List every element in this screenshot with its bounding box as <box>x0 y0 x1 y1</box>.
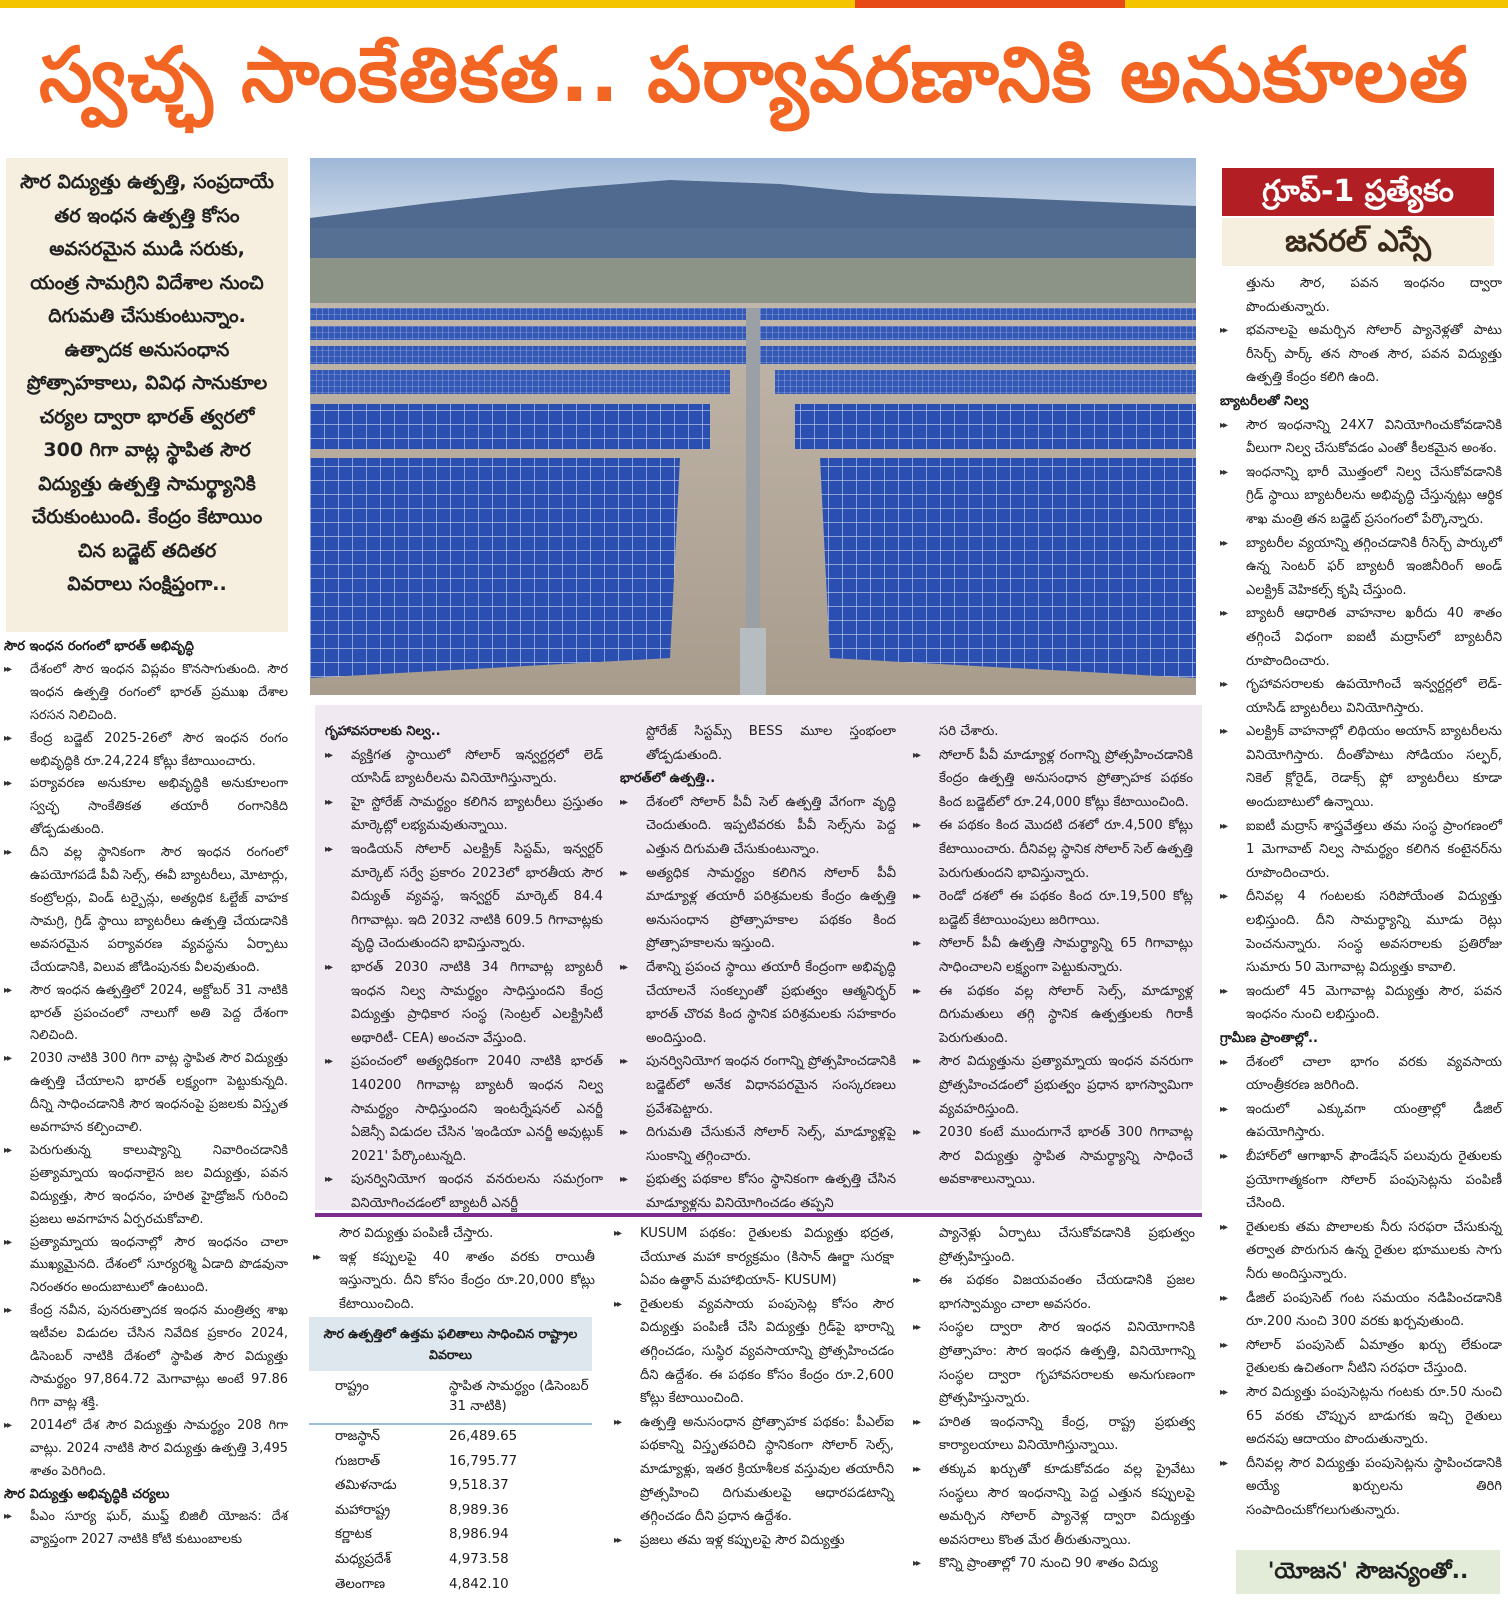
table-row <box>309 1425 592 1450</box>
page-headline: స్వచ్ఛ సాంకేతికత.. పర్యావరణానికి అనుకూలత <box>39 30 1469 119</box>
bullet-list <box>313 1246 595 1317</box>
intro-line: ఉత్పాదక అనుసంధాన <box>64 338 230 361</box>
box-column-2 <box>620 720 896 1215</box>
table-row <box>309 1548 592 1573</box>
solar-farm-illustration <box>310 158 1196 695</box>
list-item: ▸▸ భవనాలపై అమర్చిన సోలార్ ప్యానెళ్లతో పాటు రీసెర్చ్ పార్క్ తన సొంత సౌర, పవన విద్యుత్తు ఉత్పత్తి కేంద్రం కలిగి ఉంది. <box>1220 319 1502 390</box>
section-heading: బ్యాటరీలతో నిల్వ <box>1220 393 1309 409</box>
intro-line: దిగుమతి చేసుకుంటున్నాం. <box>48 305 246 327</box>
right-column <box>1220 272 1502 1522</box>
state-cell: మధ్యప్రదేశ్ <box>335 1551 391 1567</box>
capacity-cell: 9,518.37 <box>449 1478 509 1494</box>
capacity-cell: 4,973.58 <box>449 1551 509 1567</box>
capacity-cell: 16,795.77 <box>449 1453 518 1469</box>
list-item: ▸▸ హరిత ఇంధనాన్ని కేంద్ర, రాష్ట్ర ప్రభుత్వ కార్యాలయాలు వినియోగిస్తున్నాయి. <box>913 1411 1195 1458</box>
intro-line: 300 గిగా వాట్ల స్థాపిత సౌర <box>43 439 251 461</box>
list-item: ▸▸ భారత్ 2030 నాటికి 34 గిగావాట్ల బ్యాటరీ ఇంధన నిల్వ సామర్థ్యం సాధిస్తుందని కేంద్ర విద్యుత్తు ప్రాధికార సంస్థ (సెంట్రల్ ఎలక్ట్రిసిటీ అథారిటీ- CEA) అంచనా వేస్తుంది. <box>325 956 603 1050</box>
list-item: ▸▸ దీనివల్ల 4 గంటలకు సరిపోయేంత విద్యుత్తు లభిస్తుంది. దీని సామర్థ్యాన్ని మూడు రెట్లు పెంచనున్నారు. సంస్థ అవసరాలకు ప్రతిరోజు సుమారు 50 మెగావాట్ల విద్యుత్తు కావాలి. <box>1220 885 1502 979</box>
state-cell: గుజరాత్ <box>335 1453 381 1469</box>
intro-line: ప్రోత్సాహకాలు, వివిధ సానుకూల <box>26 372 268 394</box>
state-cell: మహారాష్ట్ర <box>335 1502 391 1518</box>
intro-line: అవసరమైన ముడి సరుకు, <box>49 238 245 260</box>
intro-line: సౌర విద్యుత్తు ఉత్పత్తి, సంప్రదాయే <box>20 171 274 193</box>
list-item: ▸▸ హై స్టోరేజ్ సామర్థ్యం కలిగిన బ్యాటరీలు ప్రస్తుతం మార్కెట్లో లభ్యమవుతున్నాయి. <box>325 791 603 838</box>
bottom-column-3 <box>614 1222 894 1552</box>
list-item: ▸▸ సోలార్ పంపుసెట్ ఏమాత్రం ఖర్చు లేకుండా రైతులకు ఉచితంగా నీటిని సరఫరా చేస్తుంది. <box>1220 1334 1502 1381</box>
list-item: ▸▸ ఉత్పత్తి అనుసంధాన ప్రోత్సాహక పథకం: పీఎల్ఐ పథకాన్ని విస్తృతపరిచి స్థానికంగా సోలార్ సెల్స్, మాడ్యూళ్లు, ఇతర క్రియాశీలక వస్తువుల తయారీని ప్రోత్సహించి దిగుమతులపై ఆధారపడటాన్ని తగ్గించడం దీని ప్రధాన ఉద్దేశం. <box>614 1411 894 1529</box>
list-item: ▸▸ ఇంధనాన్ని భారీ మొత్తంలో నిల్వ చేసుకోవడానికి గ్రిడ్ స్థాయి బ్యాటరీలను అభివృద్ధి చేస్తున్నట్లు ఆర్థిక శాఖ మంత్రి తన బడ్జెట్ ప్రసంగంలో పేర్కొన్నారు. <box>1220 461 1502 532</box>
list-item: ▸▸ అత్యధిక సామర్థ్యం కలిగిన సోలార్ పీవీ మాడ్యూళ్ల తయారీ పరిశ్రమలకు కేంద్రం ఉత్పత్తి అనుసంధాన ప్రోత్సాహకాల పథకం కింద ప్రోత్సాహకాలను ఇస్తుంది. <box>620 862 896 956</box>
list-item: ▸▸ దిగుమతి చేసుకునే సోలార్ సెల్స్, మాడ్యూళ్లపై సుంకాన్ని తగ్గించారు. <box>620 1121 896 1168</box>
list-item: ▸▸ వ్యక్తిగత స్థాయిలో సోలార్ ఇన్వర్టర్లలో లెడ్ యాసిడ్ బ్యాటరీలను వినియోగిస్తున్నారు. <box>325 744 603 791</box>
list-item: ▸▸ రైతులకు వ్యవసాయ పంపుసెట్ల కోసం సౌర విద్యుత్తు పంపిణీ చేసి విద్యుత్తు గ్రిడ్‌పై భారాన్ని తగ్గించడం, సుస్థిర వ్యవసాయాన్ని ప్రోత్సహించడం దీని ఉద్దేశం. ఈ పథకం కోసం కేంద్రం రూ.2,600 కోట్లు కేటాయించింది. <box>614 1293 894 1411</box>
section-heading: గ్రామీణ ప్రాంతాల్లో.. <box>1220 1031 1318 1046</box>
bullet-list <box>1220 1051 1502 1523</box>
intro-line: తర ఇంధన ఉత్పత్తి కోసం <box>54 204 240 227</box>
list-item: ▸▸ పునర్వినియోగ ఇంధన రంగాన్ని ప్రోత్సహించడానికి బడ్జెట్‌లో అనేక విధానపరమైన సంస్కరణలు ప్రవేశపెట్టారు. <box>620 1050 896 1121</box>
capacity-cell: 8,989.36 <box>449 1502 509 1518</box>
list-item: ▸▸ సౌర ఇంధనాన్ని 24X7 వినియోగించుకోవడానికి వీలుగా నిల్వ చేసుకోవడం ఎంతో కీలకమైన అంశం. <box>1220 414 1502 461</box>
list-item: ▸▸ బీహార్‌లో ఆగాఖాన్ ఫౌండేషన్ పలువురు రైతులకు ప్రయోగాత్మకంగా సోలార్ పంపుసెట్లను పంపిణీ చేసింది. <box>1220 1145 1502 1216</box>
list-item: ▸▸ 2030 నాటికి 300 గిగా వాట్ల స్థాపిత సౌర విద్యుత్తు ఉత్పత్తి చేయాలని భారత్ లక్ష్యంగా పెట్టుకున్నది. దీన్ని సాధించడానికి సౌర ఇంధనంపై ప్రజలకు విస్తృత అవగాహన కల్పించాలి. <box>4 1048 288 1140</box>
list-item: ▸▸ సంస్థల ద్వారా సౌర ఇంధన వినియోగానికి ప్రోత్సాహం: సౌర ఇంధన ఉత్పత్తి, వినియోగాన్ని సంస్థల ద్వారా గృహావసరాలకు అనుగుణంగా ప్రోత్సహిస్తున్నారు. <box>913 1316 1195 1410</box>
intro-line: విద్యుత్తు ఉత్పత్తి సామర్థ్యానికి <box>38 472 256 495</box>
table-row <box>309 1523 592 1548</box>
bottom-column-2 <box>313 1222 595 1316</box>
list-item: ▸▸ ఐఐటీ మద్రాస్ శాస్త్రవేత్తలు తమ సంస్థ ప్రాంగణంలో 1 మెగావాట్ నిల్వ సామర్థ్యం కలిగిన కంటైనర్‌ను రూపొందించారు. <box>1220 815 1502 886</box>
list-item: ▸▸ 2014లో దేశ సౌర విద్యుత్తు సామర్థ్యం 208 గిగా వాట్లు. 2024 నాటికి సౌర విద్యుత్తు ఉత్పత్తి 3,495 శాతం పెరిగింది. <box>4 1415 288 1484</box>
state-capacity-table <box>309 1317 592 1597</box>
list-item: ▸▸ గృహావసరాలకు ఉపయోగించే ఇన్వర్టర్లలో లెడ్-యాసిడ్ బ్యాటరీలు వినియోగిస్తారు. <box>1220 673 1502 720</box>
bottom-column-4 <box>913 1222 1195 1576</box>
table-caption: సౌర ఉత్పత్తిలో ఉత్తమ ఫలితాలు సాధించిన రాష్ట్రాల వివరాలు <box>309 1317 592 1371</box>
list-item: ▸▸ ప్రభుత్వ పథకాల కోసం స్థానికంగా ఉత్పత్తి చేసిన మాడ్యూళ్లను వినియోగించడం తప్పని <box>620 1168 896 1215</box>
continued-text: సౌర విద్యుత్తు పంపిణీ చేస్తారు. <box>339 1226 494 1241</box>
list-item: ▸▸ దేశంలో సౌర ఇంధన విప్లవం కొనసాగుతుంది. సౌర ఇంధన ఉత్పత్తి రంగంలో భారత్ ప్రముఖ దేశాల సరసన నిలిచింది. <box>4 659 288 728</box>
list-item: ▸▸ పర్యావరణ అనుకూల అభివృద్ధికి అనుకూలంగా స్వచ్ఛ సాంకేతికత తయారీ రంగానికిది తోడ్పడుతుంది. <box>4 773 288 842</box>
bullet-list <box>4 659 288 1484</box>
table-header <box>309 1371 592 1425</box>
series-tag: గ్రూప్-1 ప్రత్యేకం <box>1222 168 1494 216</box>
capacity-cell: 8,986.94 <box>449 1527 509 1543</box>
list-item: ▸▸ రైతులకు తమ పొలాలకు నీరు సరఫరా చేసుకున్న తర్వాత పొరుగున ఉన్న రైతుల భూములకు సాగు నీరు అందిస్తున్నారు. <box>1220 1216 1502 1287</box>
list-item: ▸▸ KUSUM పథకం: రైతులకు విద్యుత్తు భద్రత, చేయూత మహా కార్యక్రమం (కిసాన్ ఊర్జా సురక్షా ఏవం ఉత్థాన్ మహాభియాన్- KUSUM) <box>614 1222 894 1293</box>
continued-text: త్తును సౌర, పవన ఇంధనం ద్వారా పొందుతున్నారు. <box>1246 276 1502 315</box>
list-item: ▸▸ డీజిల్ పంపుసెట్ గంట సమయం నడిపించడానికి రూ.200 నుంచి 300 వరకు ఖర్చవుతుంది. <box>1220 1287 1502 1334</box>
top-accent-bar <box>0 0 1508 8</box>
list-item: ▸▸ సౌర ఇంధన ఉత్పత్తిలో 2024, అక్టోబర్ 31 నాటికి భారత్ ప్రపంచంలో నాలుగో అతి పెద్ద దేశంగా నిలిచింది. <box>4 980 288 1049</box>
continued-text: స్టోరేజ్ సిస్టమ్స్ BESS మూల స్తంభంలా తోడ్పడుతుంది. <box>646 724 896 763</box>
list-item: ▸▸ సోలార్ పీవీ మాడ్యూళ్ల రంగాన్ని ప్రోత్సహించడానికి కేంద్రం ఉత్పత్తి అనుసంధాన ప్రోత్సాహక పథకం కింద బడ్జెట్‌లో రూ.24,000 కోట్లు కేటాయించింది. <box>913 744 1193 815</box>
intro-line: చేరుకుంటుంది. కేంద్రం కేటాయిం <box>31 506 263 528</box>
solar-farm-photo <box>310 158 1196 695</box>
top-accent-red <box>855 0 1125 8</box>
list-item: ▸▸ బ్యాటరీ ఆధారిత వాహనాల ఖరీదు 40 శాతం తగ్గించే విధంగా ఐఐటీ మద్రాస్‌లో బ్యాటరీని రూపొందించారు. <box>1220 602 1502 673</box>
section-divider <box>315 1213 1202 1217</box>
state-cell: తమిళనాడు <box>335 1478 397 1494</box>
section-heading: గృహావసరాలకు నిల్వ.. <box>325 724 441 739</box>
table-row <box>309 1573 592 1598</box>
bullet-list <box>1220 414 1502 1027</box>
intro-line: చర్యల ద్వారా భారత్ త్వరలో <box>39 405 255 428</box>
list-item: ▸▸ ఇళ్ల కప్పులపై 40 శాతం వరకు రాయితీ ఇస్తున్నారు. దీని కోసం కేంద్రం రూ.20,000 కోట్లు కేటాయించింది. <box>313 1246 595 1317</box>
intro-box <box>6 158 288 632</box>
list-item: ▸▸ కేంద్ర బడ్జెట్ 2025-26లో సౌర ఇంధన రంగం అభివృద్ధికి రూ.24,224 కోట్లు కేటాయించారు. <box>4 728 288 774</box>
list-item: ▸▸ ఇందులో 45 మెగావాట్ల విద్యుత్తు సౌర, పవన ఇంధనం నుంచి లభిస్తుంది. <box>1220 980 1502 1027</box>
box-column-1 <box>325 720 603 1215</box>
list-item: ▸▸ కొన్ని ప్రాంతాల్లో 70 నుంచి 90 శాతం విద్యు <box>913 1552 1195 1576</box>
section-heading: సౌర ఇంధన రంగంలో భారత్ అభివృద్ధి <box>4 639 194 654</box>
table-row <box>309 1474 592 1499</box>
bullet-list <box>913 744 1193 1192</box>
series-subject: జనరల్ ఎస్సే <box>1222 218 1494 266</box>
list-item: ▸▸ ప్రపంచంలో అత్యధికంగా 2040 నాటికి భారత్ 140200 గిగావాట్ల బ్యాటరీ ఇంధన నిల్వ సామర్థ్యం సాధిస్తుందని ఇంటర్నేషనల్ ఎనర్జీ ఏజెన్సీ విడుదల చేసిన 'ఇండియా ఎనర్జీ అవుట్లుక్ 2021' పేర్కొంటున్నది. <box>325 1050 603 1168</box>
list-item: ▸▸ ఈ పథకం కింద మొదటి దశలో రూ.4,500 కోట్లు కేటాయించారు. దీనివల్ల స్థానిక సోలార్ సెల్ ఉత్పత్తి పెరుగుతుందని భావిస్తున్నారు. <box>913 814 1193 885</box>
continued-text: సరి చేశారు. <box>939 724 999 739</box>
list-item: ▸▸ దీనివల్ల సౌర విద్యుత్తు పంపుసెట్లను స్థాపించడానికి అయ్యే ఖర్చులను తిరిగి సంపాదించుకోగలుగుతున్నారు. <box>1220 1452 1502 1523</box>
list-item: ▸▸ బ్యాటరీల వ్యయాన్ని తగ్గించడానికి రీసెర్చ్ పార్కులో ఉన్న సెంటర్ ఫర్ బ్యాటరీ ఇంజినీరింగ్ అండ్ ఎలక్ట్రిక్ వెహికల్స్ కృషి చేస్తుంది. <box>1220 532 1502 603</box>
list-item: ▸▸ దీని వల్ల స్థానికంగా సౌర ఇంధన రంగంలో ఉపయోగపడే పీవీ సెల్స్, ఈవీ బ్యాటరీలు, మోటార్లు, కంట్రోలర్లు, విండ్ టర్బైన్లు, అత్యధిక ఓల్టేజ్ వాహక సామగ్రి, గ్రిడ్ స్థాయి బ్యాటరీలు ఉత్పత్తి చేయడానికి అవసరమైన పర్యావరణ వ్యవస్థను ఏర్పాటు చేయడానికి, విలువ జోడింపునకు వీలవుతుంది. <box>4 842 288 979</box>
bullet-list <box>325 744 603 1216</box>
list-item: ▸▸ పీఎం సూర్య ఘర్, ముఫ్త్ బిజిలీ యోజన: దేశ వ్యాప్తంగా 2027 నాటికి కోటి కుటుంబాలకు <box>4 1506 288 1552</box>
box-column-3 <box>913 720 1193 1192</box>
state-cell: కర్ణాటక <box>335 1527 372 1543</box>
list-item: ▸▸ రెండో దశలో ఈ పథకం కింద రూ.19,500 కోట్ల బడ్జెట్ కేటాయింపులు జరిగాయి. <box>913 885 1193 932</box>
list-item: ▸▸ ప్రజలు తమ ఇళ్ల కప్పులపై సౌర విద్యుత్తు <box>614 1529 894 1553</box>
bullet-list <box>620 791 896 1216</box>
left-column <box>4 636 288 1552</box>
list-item: ▸▸ సోలార్ పీవీ ఉత్పత్తి సామర్థ్యాన్ని 65 గిగావాట్లు సాధించాలని లక్ష్యంగా పెట్టుకున్నారు. <box>913 932 1193 979</box>
source-credit: 'యోజన' సౌజన్యంతో.. <box>1236 1550 1500 1594</box>
intro-line: చిన బడ్జెట్ తదితర <box>77 539 217 562</box>
list-item: ▸▸ ఈ పథకం వల్ల సోలార్ సెల్స్, మాడ్యూళ్ల దిగుమతులు తగ్గి స్థానిక ఉత్పత్తులకు గిరాకీ పెరుగుతుంది. <box>913 980 1193 1051</box>
list-item: ▸▸ సౌర విద్యుత్తును ప్రత్యామ్నాయ ఇంధన వనరుగా ప్రోత్సహించడంలో ప్రభుత్వం ప్రధాన భాగస్వామిగా వ్యవహరిస్తుంది. <box>913 1050 1193 1121</box>
bullet-list <box>4 1506 288 1552</box>
section-heading: భారత్‌లో ఉత్పత్తి.. <box>620 771 716 787</box>
capacity-cell: 26,489.65 <box>449 1429 518 1444</box>
list-item: ▸▸ ఈ పథకం విజయవంతం చేయడానికి ప్రజల భాగస్వామ్యం చాలా అవసరం. <box>913 1269 1195 1316</box>
list-item: ▸▸ 2030 కంటే ముందుగానే భారత్ 300 గిగావాట్ల సౌర విద్యుత్తు స్థాపిత సామర్థ్యాన్ని సాధించే అవకాశాలున్నాయి. <box>913 1121 1193 1192</box>
list-item: ▸▸ దేశంలో చాలా భాగం వరకు వ్యవసాయ యాంత్రీకరణ జరిగింది. <box>1220 1051 1502 1098</box>
list-item: ▸▸ సౌర విద్యుత్తు పంపుసెట్లను గంటకు రూ.50 నుంచి 65 వరకు చొప్పున బాడుగకు ఇచ్చి రైతులు అదనపు ఆదాయం పొందుతున్నారు. <box>1220 1381 1502 1452</box>
list-item: ▸▸ కేంద్ర నవీన, పునరుత్పాదక ఇంధన మంత్రిత్వ శాఖ ఇటీవల విడుదల చేసిన నివేదిక ప్రకారం 2024, డిసెంబర్ నాటికి దేశంలో స్థాపిత సౌర విద్యుత్తు సామర్థ్యం 97,864.72 మెగావాట్లు అంటే 97.86 గిగా వాట్ల శక్తి. <box>4 1300 288 1415</box>
intro-line: యంత్ర సామగ్రిని విదేశాల నుంచి <box>30 271 264 294</box>
list-item: ▸▸ తక్కువ ఖర్చుతో కూడుకోవడం వల్ల ప్రైవేటు సంస్థలు సౌర ఇంధనాన్ని పెద్ద ఎత్తున కప్పులపై అమర్చిన సోలార్ ప్యానెళ్ల ద్వారా విద్యుత్తు అవసరాలు కొంత మేర తీరుతున్నాయి. <box>913 1458 1195 1552</box>
continued-text: ప్యానెళ్లు ఏర్పాటు చేసుకోవడానికి ప్రభుత్వం ప్రోత్సహిస్తుంది. <box>939 1226 1195 1265</box>
intro-line: వివరాలు సంక్షిప్తంగా.. <box>67 573 227 595</box>
state-cell: తెలంగాణ <box>335 1576 386 1592</box>
list-item: ▸▸ ఎలక్ట్రిక్ వాహనాల్లో లిథియం అయాన్ బ్యాటరీలను వినియోగిస్తారు. దీంతోపాటు సోడియం సల్ఫర్, నికెల్ క్లోరైడ్, రెడాక్స్ ఫ్లో బ్యాటరీలు కూడా అందుబాటులో ఉన్నాయి. <box>1220 720 1502 814</box>
list-item: ▸▸ ప్రత్యామ్నాయ ఇంధనాల్లో సౌర ఇంధనం చాలా ముఖ్యమైనది. దేశంలో సూర్యరశ్మి ఏడాది పొడవునా నిరంతరం అందుబాటులో ఉంటుంది. <box>4 1232 288 1301</box>
table-row <box>309 1450 592 1475</box>
bullet-list <box>913 1269 1195 1576</box>
table-row <box>309 1499 592 1524</box>
list-item: ▸▸ పునర్వినియోగ ఇంధన వనరులను సమగ్రంగా వినియోగించడంలో బ్యాటరీ ఎనర్జీ <box>325 1168 603 1215</box>
list-item: ▸▸ పెరుగుతున్న కాలుష్యాన్ని నివారించడానికి ప్రత్యామ్నాయ ఇంధనాలైన జల విద్యుత్తు, పవన విద్యుత్తు, సౌర ఇంధనం, హరిత హైడ్రోజన్ గురించి ప్రజలు అవగాహన ఏర్పరచుకోవాలి. <box>4 1140 288 1232</box>
column-header-capacity: స్థాపిత సామర్థ్యం (డిసెంబర్ 31 నాటికి) <box>449 1379 589 1414</box>
capacity-cell: 4,842.10 <box>449 1576 509 1592</box>
list-item: ▸▸ ఇండియన్ సోలార్ ఎలక్ట్రిక్ సిస్టమ్, ఇన్వర్టర్ మార్కెట్ సర్వే ప్రకారం 2023లో భారతీయ సౌర విద్యుత్ వ్యవస్థ, ఇన్వర్టర్ మార్కెట్ 84.4 గిగావాట్లు. ఇది 2032 నాటికి 609.5 గిగావాట్లకు వృద్ధి చెందుతుందని భావిస్తున్నారు. <box>325 838 603 956</box>
section-heading: సౌర విద్యుత్తు అభివృద్ధికి చర్యలు <box>4 1486 170 1502</box>
list-item: ▸▸ దేశంలో సోలార్ పీవీ సెల్ ఉత్పత్తి వేగంగా వృద్ధి చెందుతుంది. ఇప్పటివరకు పీవీ సెల్స్‌ను పెద్ద ఎత్తున దిగుమతి చేసుకుంటున్నాం. <box>620 791 896 862</box>
state-cell: రాజస్థాన్ <box>335 1429 381 1444</box>
list-item: ▸▸ ఇందులో ఎక్కువగా యంత్రాల్లో డీజిల్ ఉపయోగిస్తారు. <box>1220 1098 1502 1145</box>
column-header-state: రాష్ట్రం <box>335 1379 369 1394</box>
bullet-list <box>614 1222 894 1552</box>
list-item: ▸▸ దేశాన్ని ప్రపంచ స్థాయి తయారీ కేంద్రంగా అభివృద్ధి చేయాలనే సంకల్పంతో ప్రభుత్వం ఆత్మనిర్భర్ భారత్ చొరవ కింద స్థానిక పరిశ్రమలకు సహకారం అందిస్తుంది. <box>620 956 896 1050</box>
bullet-list <box>1220 319 1502 390</box>
